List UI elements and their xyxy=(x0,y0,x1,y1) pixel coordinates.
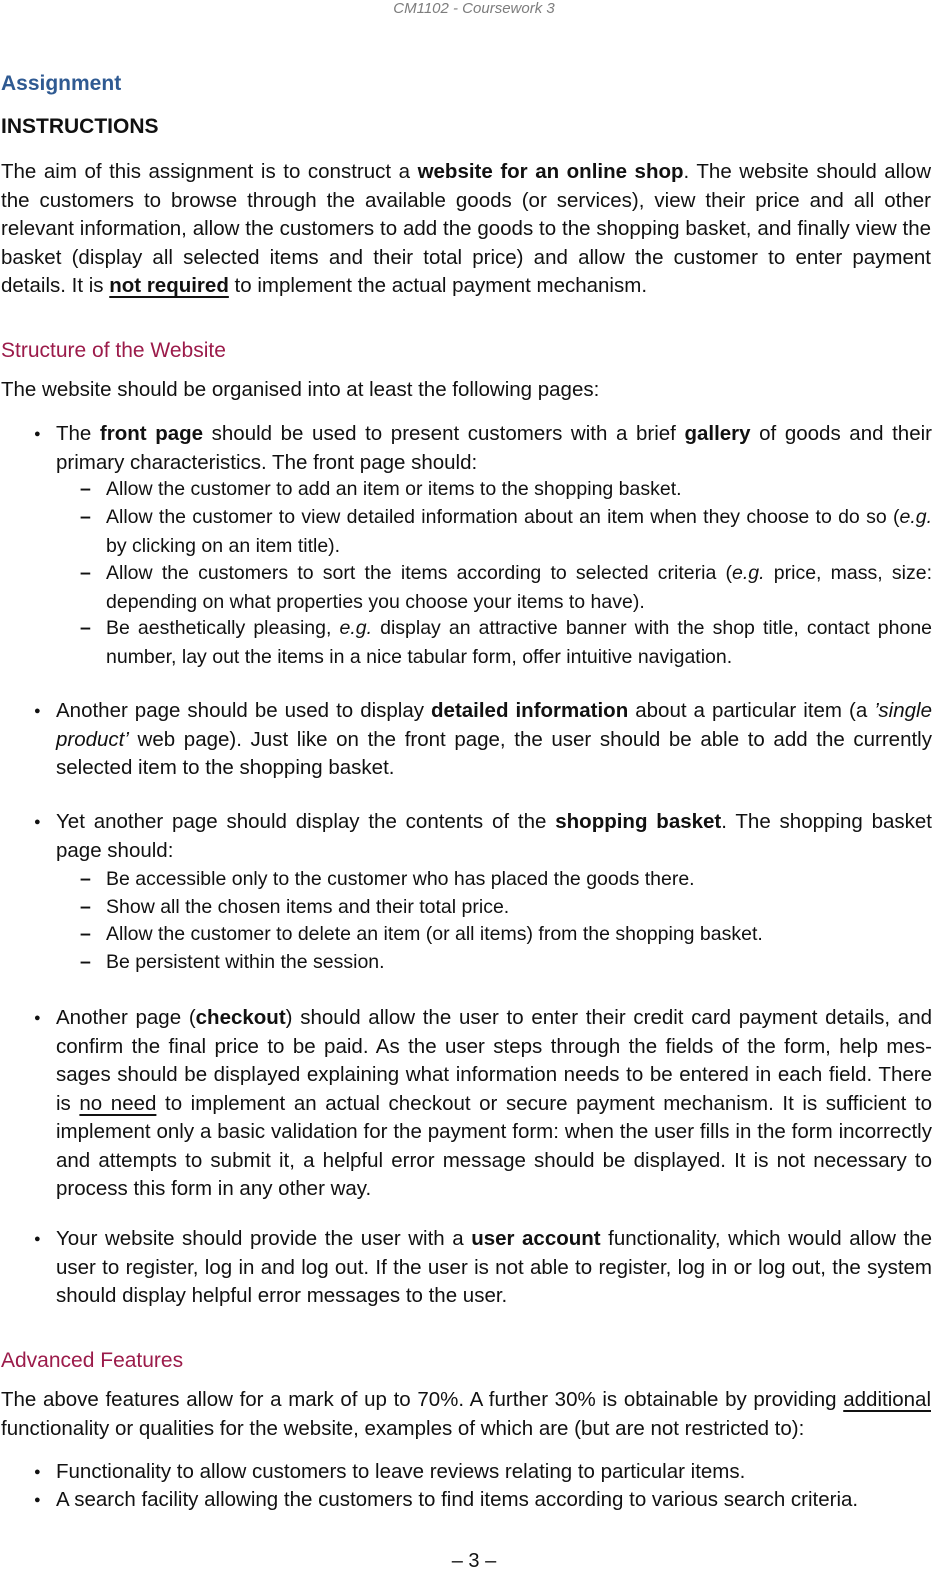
running-header: CM1102 - Coursework 3 xyxy=(393,0,555,17)
intro-bold-shop: website for an online shop xyxy=(417,160,684,183)
bold-shopping-basket: shopping basket xyxy=(555,810,722,833)
assignment-intro-paragraph xyxy=(1,158,931,301)
assignment-heading: Assignment xyxy=(1,72,122,95)
bold-detailed-information: detailed information xyxy=(431,699,629,722)
bullet-text: to implement an actual checkout or secure payment mechanism. It is sufficient to implement only a basic validation for the payment form: when the user fills in the form incorrectly and attempts to submit it, a helpful error message should be displayed. It is not necessary to process this form in any other way. xyxy=(56,1091,932,1200)
front-page-sub-4 xyxy=(106,614,932,671)
bullet-front-page xyxy=(56,420,932,477)
bold-front-page: front page xyxy=(99,422,204,445)
basket-sub-3: – Allow the customer to delete an item (or all items) from the shopping basket. xyxy=(106,920,932,949)
advanced-intro xyxy=(1,1386,931,1443)
basket-sub-1: – Be accessible only to the customer who has placed the goods there. xyxy=(106,865,932,894)
sub-text: Allow the customers to sort the items according to selected criteria ( xyxy=(106,562,733,584)
bullet-text: should be used to present customers with a brief xyxy=(203,422,685,445)
bold-gallery: gallery xyxy=(684,422,751,445)
italic-single-product: ’single product’ xyxy=(56,699,932,751)
intro-bold-not-required: not required xyxy=(109,274,229,297)
bullet-text: Another page ( xyxy=(56,1006,196,1029)
sub-text: by clicking on an item title). xyxy=(106,534,341,557)
underlined-additional: additional xyxy=(843,1388,931,1411)
bold-user-account: user account xyxy=(471,1227,601,1250)
bullet-text: web page). Just like on the front page, the user should be able to add the currently selected item to the shopping basket. xyxy=(56,727,932,779)
sub-text: Be aesthetically pleasing, xyxy=(106,617,340,639)
front-page-sub-1: – Allow the customer to add an item or items to the shopping basket. xyxy=(106,475,932,504)
bullet-text: . The shopping basket page should: xyxy=(56,810,932,862)
bullet-text: Yet another page should display the contents of the xyxy=(56,810,556,833)
front-page-sub-2 xyxy=(106,503,932,560)
basket-sub-2: – Show all the chosen items and their total price. xyxy=(106,893,932,922)
sub-text: price, mass, size: depending on what properties you choose your items to have). xyxy=(106,562,932,613)
advanced-item-reviews: ● Functionality to allow customers to leave reviews relating to particular items. xyxy=(56,1458,932,1487)
bullet-checkout xyxy=(56,1004,932,1204)
structure-intro: The website should be organised into at least the following pages: xyxy=(1,378,600,401)
advanced-text: functionality or qualities for the website, examples of which are (but are not restricted to): xyxy=(1,1416,805,1440)
bullet-text: functionality, which would allow the user to register, log in and log out. If the user is not able to register, log in or log out, the system should display helpful error messages to the user. xyxy=(56,1227,932,1307)
bullet-text: about a particular item (a xyxy=(628,699,875,722)
bold-checkout: checkout xyxy=(195,1006,286,1029)
advanced-item-search: ● A search facility allowing the customers to find items according to various search criteria. xyxy=(56,1486,932,1515)
advanced-heading: Advanced Features xyxy=(1,1349,184,1372)
intro-text: The aim of this assignment is to construct a xyxy=(1,160,418,183)
sub-italic: e.g. xyxy=(732,562,765,584)
bullet-shopping-basket xyxy=(56,808,932,865)
page-number: – 3 – xyxy=(451,1550,497,1572)
underlined-no-need: no need xyxy=(79,1091,157,1115)
bullet-text: of goods and their primary characteristics. The front page should: xyxy=(56,422,932,474)
front-page-sub-3 xyxy=(106,559,932,616)
bullet-text: Another page should be used to display xyxy=(56,699,432,722)
instructions-heading: INSTRUCTIONS xyxy=(1,115,159,138)
basket-sub-4: – Be persistent within the session. xyxy=(106,948,932,977)
sub-text: Allow the customer to view detailed information about an item when they choose to do so ( xyxy=(106,506,900,528)
bullet-single-product xyxy=(56,697,932,783)
bullet-text: ) should allow the user to enter their credit card payment details, and confirm the final price to be paid. As the user steps through the fields of the form, help mes-sages should be displayed explaining what information needs to be entered in each field. There is xyxy=(56,1006,932,1115)
advanced-text: The above features allow for a mark of up to 70%. A further 30% is obtainable by providing xyxy=(1,1388,844,1411)
bullet-text: Your website should provide the user with a xyxy=(56,1227,472,1250)
sub-italic: e.g. xyxy=(899,506,932,528)
bullet-user-account xyxy=(56,1225,932,1311)
sub-text: display an attractive banner with the shop title, contact phone number, lay out the items in a nice tabular form, offer intuitive navigation. xyxy=(106,617,933,668)
bullet-text: The xyxy=(56,422,100,445)
structure-heading: Structure of the Website xyxy=(1,339,226,362)
intro-text: to implement the actual payment mechanism. xyxy=(228,274,648,297)
intro-text: . The website should allow the customers to browse through the available goods (or services), view their price and all other relevant information, allow the customers to add the goods to the shopping basket, and finally view the basket (display all selected items and their total price) and allow the customer to enter payment details. It is xyxy=(1,160,931,297)
sub-italic: e.g. xyxy=(339,617,373,639)
